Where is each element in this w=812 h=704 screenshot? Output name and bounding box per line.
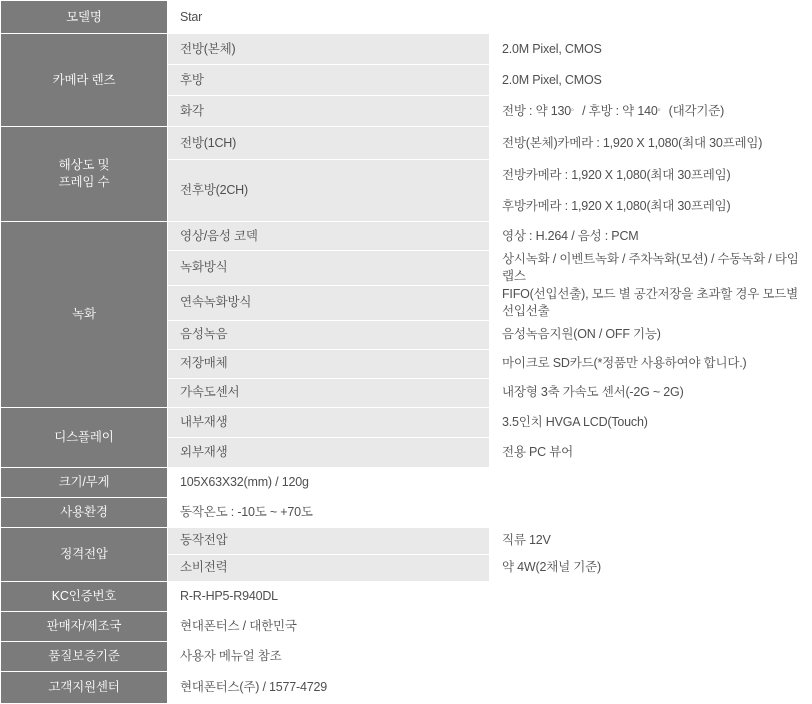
row-value: 사용자 메뉴얼 참조 <box>168 641 812 671</box>
row-sublabel: 저장매체 <box>168 349 490 378</box>
row-sublabel: 내부재생 <box>168 407 490 437</box>
row-label: 품질보증기준 <box>1 641 168 671</box>
specification-table-body <box>1 1 812 704</box>
table-row <box>1 222 812 251</box>
row-value: 후방카메라 : 1,920 X 1,080(최대 30프레임) <box>490 191 812 222</box>
row-value: 전방 : 약 130。 / 후방 : 약 140。 (대각기준) <box>490 96 812 127</box>
row-sublabel: 화각 <box>168 96 490 127</box>
row-label: 고객지원센터 <box>1 671 168 703</box>
row-label: 정격전압 <box>1 527 168 581</box>
table-row <box>1 467 812 497</box>
table-row <box>1 407 812 437</box>
row-sublabel: 전방(1CH) <box>168 127 490 160</box>
row-value: 상시녹화 / 이벤트녹화 / 주차녹화(모션) / 수동녹화 / 타임랩스 <box>490 251 812 286</box>
table-row <box>1 671 812 703</box>
row-sublabel: 가속도센서 <box>168 378 490 407</box>
row-sublabel: 녹화방식 <box>168 251 490 286</box>
table-row <box>1 497 812 527</box>
table-row <box>1 641 812 671</box>
row-sublabel: 후방 <box>168 65 490 96</box>
row-value: 현대폰터스(주) / 1577-4729 <box>168 671 812 703</box>
row-label: 녹화 <box>1 222 168 408</box>
row-sublabel: 전후방(2CH) <box>168 160 490 222</box>
row-sublabel: 연속녹화방식 <box>168 285 490 320</box>
row-sublabel: 음성녹음 <box>168 320 490 349</box>
row-label: KC인증번호 <box>1 581 168 611</box>
row-value: 현대폰터스 / 대한민국 <box>168 611 812 641</box>
table-row <box>1 127 812 160</box>
row-value: Star <box>168 1 812 34</box>
row-value: 전용 PC 뷰어 <box>490 437 812 467</box>
row-value: 영상 : H.264 / 음성 : PCM <box>490 222 812 251</box>
row-value: 마이크로 SD카드(*정품만 사용하여야 합니다.) <box>490 349 812 378</box>
row-sublabel: 영상/음성 코덱 <box>168 222 490 251</box>
row-sublabel: 동작전압 <box>168 527 490 554</box>
row-value: FIFO(선입선출), 모드 별 공간저장을 초과할 경우 모드별 선입선출 <box>490 285 812 320</box>
table-row <box>1 527 812 554</box>
row-label: 사용환경 <box>1 497 168 527</box>
row-label: 카메라 렌즈 <box>1 34 168 127</box>
row-label: 모델명 <box>1 1 168 34</box>
row-value: 동작온도 : -10도 ~ +70도 <box>168 497 812 527</box>
row-value: 2.0M Pixel, CMOS <box>490 65 812 96</box>
row-value: 직류 12V <box>490 527 812 554</box>
row-value: 전방(본체)카메라 : 1,920 X 1,080(최대 30프레임) <box>490 127 812 160</box>
row-label: 디스플레이 <box>1 407 168 467</box>
row-label: 판매자/제조국 <box>1 611 168 641</box>
row-label: 크기/무게 <box>1 467 168 497</box>
row-sublabel: 전방(본체) <box>168 34 490 65</box>
row-value: 내장형 3축 가속도 센서(-2G ~ 2G) <box>490 378 812 407</box>
table-row <box>1 34 812 65</box>
row-value: 105X63X32(mm) / 120g <box>168 467 812 497</box>
row-value: R-R-HP5-R940DL <box>168 581 812 611</box>
table-row <box>1 1 812 34</box>
row-value: 3.5인치 HVGA LCD(Touch) <box>490 407 812 437</box>
row-value: 전방카메라 : 1,920 X 1,080(최대 30프레임) <box>490 160 812 191</box>
row-value: 음성녹음지원(ON / OFF 기능) <box>490 320 812 349</box>
row-sublabel: 외부재생 <box>168 437 490 467</box>
table-row <box>1 611 812 641</box>
row-value: 2.0M Pixel, CMOS <box>490 34 812 65</box>
row-value: 약 4W(2채널 기준) <box>490 554 812 581</box>
table-row <box>1 581 812 611</box>
row-label: 해상도 및 프레임 수 <box>1 127 168 222</box>
row-sublabel: 소비전력 <box>168 554 490 581</box>
